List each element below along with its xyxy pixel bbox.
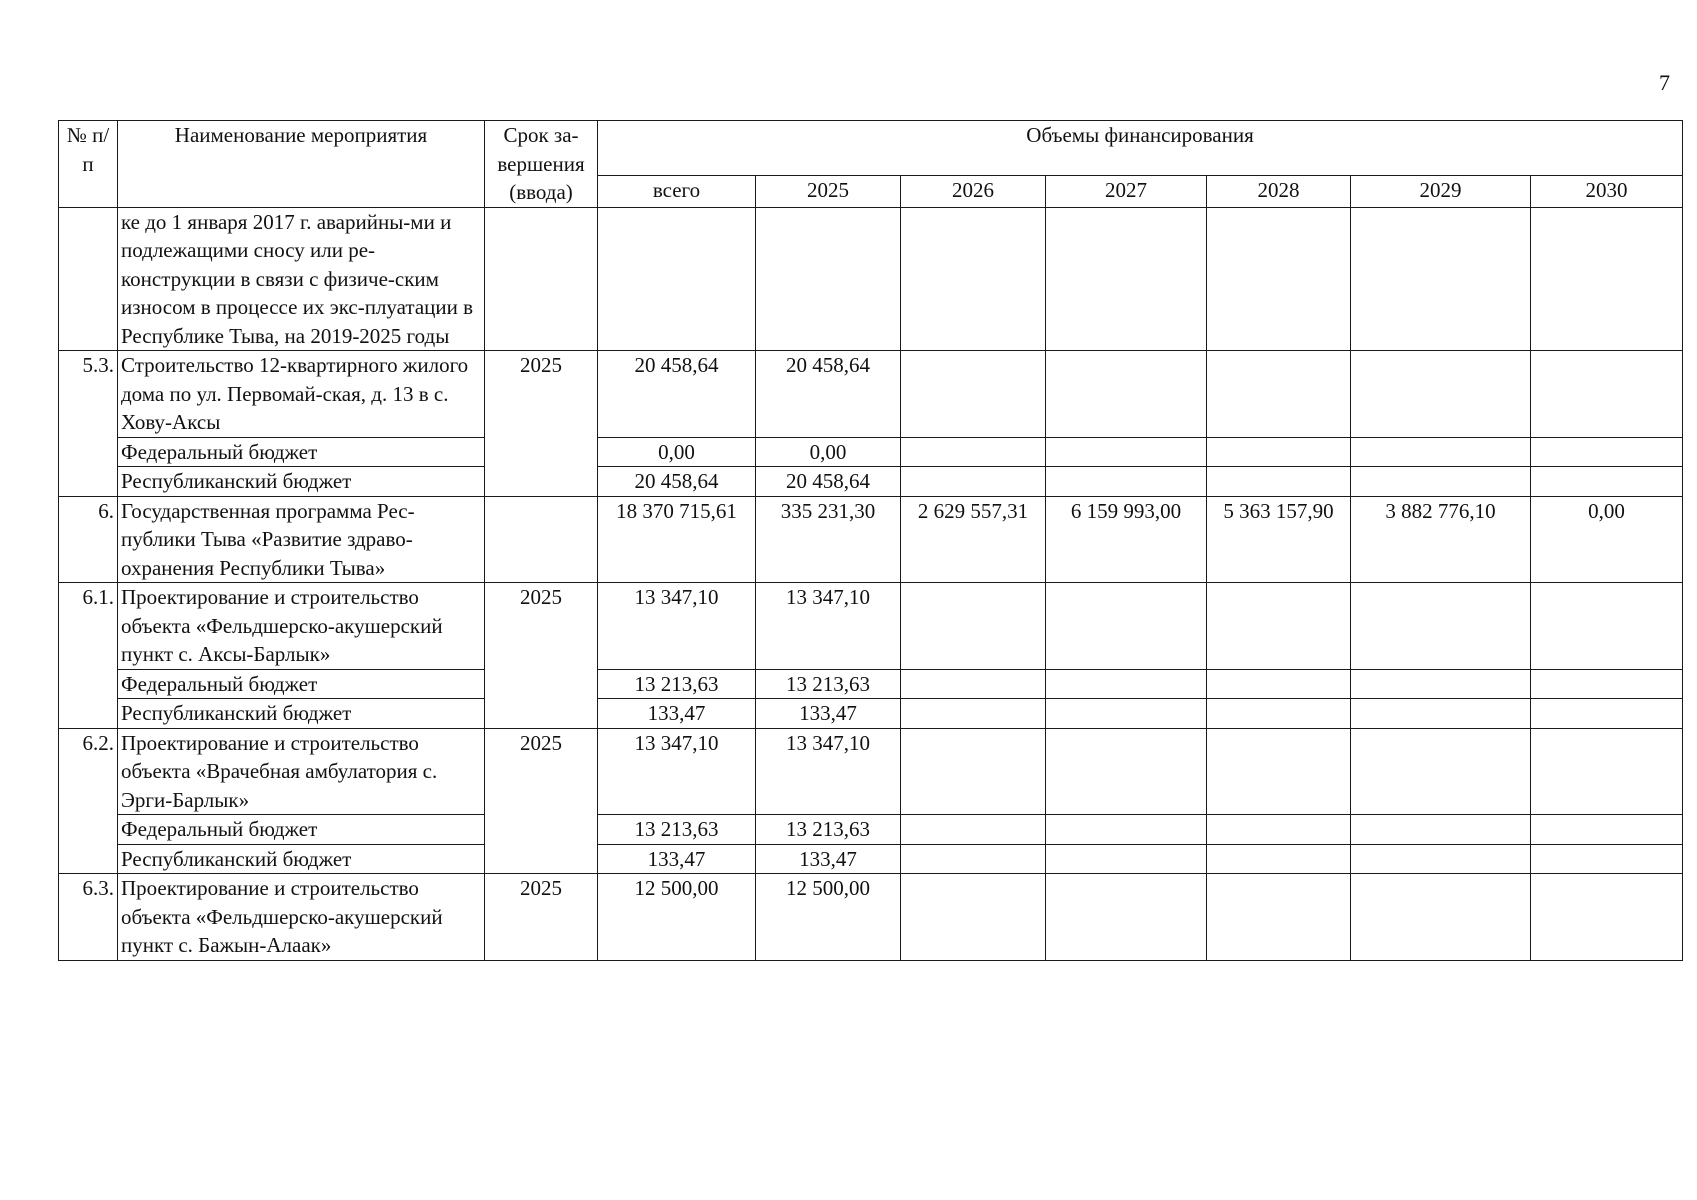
subrow-value (1531, 669, 1683, 699)
row-value (1351, 351, 1531, 438)
subrow-value (901, 844, 1046, 874)
subrow-name: Республиканский бюджет (118, 844, 485, 874)
row-number: 6. (59, 496, 118, 583)
row-value: 3 882 776,10 (1351, 496, 1531, 583)
row-value: 5 363 157,90 (1207, 496, 1351, 583)
header-name: Наименование мероприятия (118, 121, 485, 208)
row-value: 12 500,00 (756, 874, 901, 961)
row-name: ке до 1 января 2017 г. аварийны-ми и подлежащими сносу или ре-конструкции в связи с физиче-ским износом в процессе их экс-плуатации в Республике Тыва, на 2019-2025 годы (118, 207, 485, 351)
row-value (1351, 583, 1531, 670)
header-col-2025: 2025 (756, 176, 901, 207)
page-number: 7 (1659, 70, 1670, 95)
row-value (1531, 207, 1683, 351)
subrow-value (901, 815, 1046, 845)
row-number: 5.3. (59, 351, 118, 497)
row-deadline: 2025 (485, 583, 598, 729)
header-col-2029: 2029 (1351, 176, 1531, 207)
subrow-value: 0,00 (756, 437, 901, 467)
row-value (1531, 351, 1683, 438)
subrow-value: 20 458,64 (756, 467, 901, 497)
row-value (901, 583, 1046, 670)
row-deadline (485, 496, 598, 583)
row-value: 6 159 993,00 (1046, 496, 1207, 583)
row-value (1046, 583, 1207, 670)
row-value: 20 458,64 (598, 351, 756, 438)
row-name: Государственная программа Рес-публики Тыва «Развитие здраво-охранения Республики Тыва» (118, 496, 485, 583)
subrow-value: 133,47 (598, 699, 756, 729)
subrow-value (1531, 699, 1683, 729)
header-col-2030: 2030 (1531, 176, 1683, 207)
subrow-value: 133,47 (756, 844, 901, 874)
row-value (901, 207, 1046, 351)
header-col-2026: 2026 (901, 176, 1046, 207)
subrow-value (901, 437, 1046, 467)
row-value (1351, 874, 1531, 961)
financing-table (58, 120, 1683, 961)
table-body (59, 207, 1683, 960)
row-value (901, 874, 1046, 961)
subrow-value: 13 213,63 (756, 815, 901, 845)
subrow-value (1351, 467, 1531, 497)
row-value: 13 347,10 (598, 728, 756, 815)
row-number: 6.3. (59, 874, 118, 961)
row-number: 6.2. (59, 728, 118, 874)
header-col-2027: 2027 (1046, 176, 1207, 207)
subrow-value (1531, 437, 1683, 467)
header-col-total: всего (598, 176, 756, 207)
subrow-value (1046, 467, 1207, 497)
row-value: 0,00 (1531, 496, 1683, 583)
table-row (59, 583, 1683, 670)
table-subrow (59, 669, 1683, 699)
subrow-name: Республиканский бюджет (118, 467, 485, 497)
subrow-value (1046, 669, 1207, 699)
row-value (1046, 207, 1207, 351)
subrow-value (1531, 467, 1683, 497)
row-value (598, 207, 756, 351)
subrow-value: 0,00 (598, 437, 756, 467)
table-row (59, 496, 1683, 583)
row-deadline: 2025 (485, 728, 598, 874)
row-value (1531, 728, 1683, 815)
row-value (1207, 351, 1351, 438)
subrow-value: 20 458,64 (598, 467, 756, 497)
subrow-value (1351, 844, 1531, 874)
row-name: Строительство 12-квартирного жилого дома по ул. Первомай-ская, д. 13 в с. Хову-Аксы (118, 351, 485, 438)
row-value (1046, 351, 1207, 438)
subrow-value (1207, 815, 1351, 845)
table-subrow (59, 699, 1683, 729)
row-value: 335 231,30 (756, 496, 901, 583)
row-value: 13 347,10 (756, 728, 901, 815)
row-value (1531, 874, 1683, 961)
table-row (59, 207, 1683, 351)
table-header (59, 121, 1683, 208)
row-value (1207, 728, 1351, 815)
row-value: 18 370 715,61 (598, 496, 756, 583)
table-subrow (59, 844, 1683, 874)
row-value (1207, 583, 1351, 670)
subrow-value (1046, 437, 1207, 467)
subrow-value (1207, 467, 1351, 497)
header-num: № п/п (59, 121, 118, 208)
subrow-value (901, 467, 1046, 497)
header-col-2028: 2028 (1207, 176, 1351, 207)
row-value (1351, 207, 1531, 351)
header-deadline: Срок за-вершения (ввода) (485, 121, 598, 208)
subrow-name: Республиканский бюджет (118, 699, 485, 729)
table-subrow (59, 815, 1683, 845)
subrow-value: 13 213,63 (598, 815, 756, 845)
row-number (59, 207, 118, 351)
subrow-name: Федеральный бюджет (118, 815, 485, 845)
subrow-value (1351, 669, 1531, 699)
row-name: Проектирование и строительство объекта «Фельдшерско-акушерский пункт с. Бажын-Алаак» (118, 874, 485, 961)
subrow-value: 13 213,63 (598, 669, 756, 699)
row-value (1351, 728, 1531, 815)
table-row (59, 351, 1683, 438)
row-value (901, 728, 1046, 815)
row-number: 6.1. (59, 583, 118, 729)
subrow-value (1207, 669, 1351, 699)
row-name: Проектирование и строительство объекта «Фельдшерско-акушерский пункт с. Аксы-Барлык» (118, 583, 485, 670)
subrow-value (1207, 844, 1351, 874)
subrow-value (1046, 815, 1207, 845)
subrow-value (901, 699, 1046, 729)
row-name: Проектирование и строительство объекта «Врачебная амбулатория с. Эрги-Барлык» (118, 728, 485, 815)
row-value (1207, 207, 1351, 351)
row-value (1046, 874, 1207, 961)
table-row (59, 728, 1683, 815)
row-value (1207, 874, 1351, 961)
row-deadline: 2025 (485, 874, 598, 961)
subrow-value (1207, 437, 1351, 467)
row-deadline (485, 207, 598, 351)
subrow-value (1351, 437, 1531, 467)
table-row (59, 874, 1683, 961)
subrow-name: Федеральный бюджет (118, 437, 485, 467)
subrow-value (1207, 699, 1351, 729)
row-value: 13 347,10 (756, 583, 901, 670)
subrow-value (1351, 699, 1531, 729)
subrow-value (1531, 815, 1683, 845)
subrow-value: 13 213,63 (756, 669, 901, 699)
row-value: 20 458,64 (756, 351, 901, 438)
row-value (1531, 583, 1683, 670)
row-value (901, 351, 1046, 438)
row-value (1046, 728, 1207, 815)
table-subrow (59, 467, 1683, 497)
subrow-value (1531, 844, 1683, 874)
row-value: 13 347,10 (598, 583, 756, 670)
subrow-value: 133,47 (756, 699, 901, 729)
table-subrow (59, 437, 1683, 467)
row-value: 2 629 557,31 (901, 496, 1046, 583)
row-deadline: 2025 (485, 351, 598, 497)
row-value: 12 500,00 (598, 874, 756, 961)
subrow-value (901, 669, 1046, 699)
header-funding-group: Объемы финансирования (598, 121, 1683, 176)
subrow-value: 133,47 (598, 844, 756, 874)
subrow-name: Федеральный бюджет (118, 669, 485, 699)
subrow-value (1046, 699, 1207, 729)
subrow-value (1351, 815, 1531, 845)
subrow-value (1046, 844, 1207, 874)
row-value (756, 207, 901, 351)
